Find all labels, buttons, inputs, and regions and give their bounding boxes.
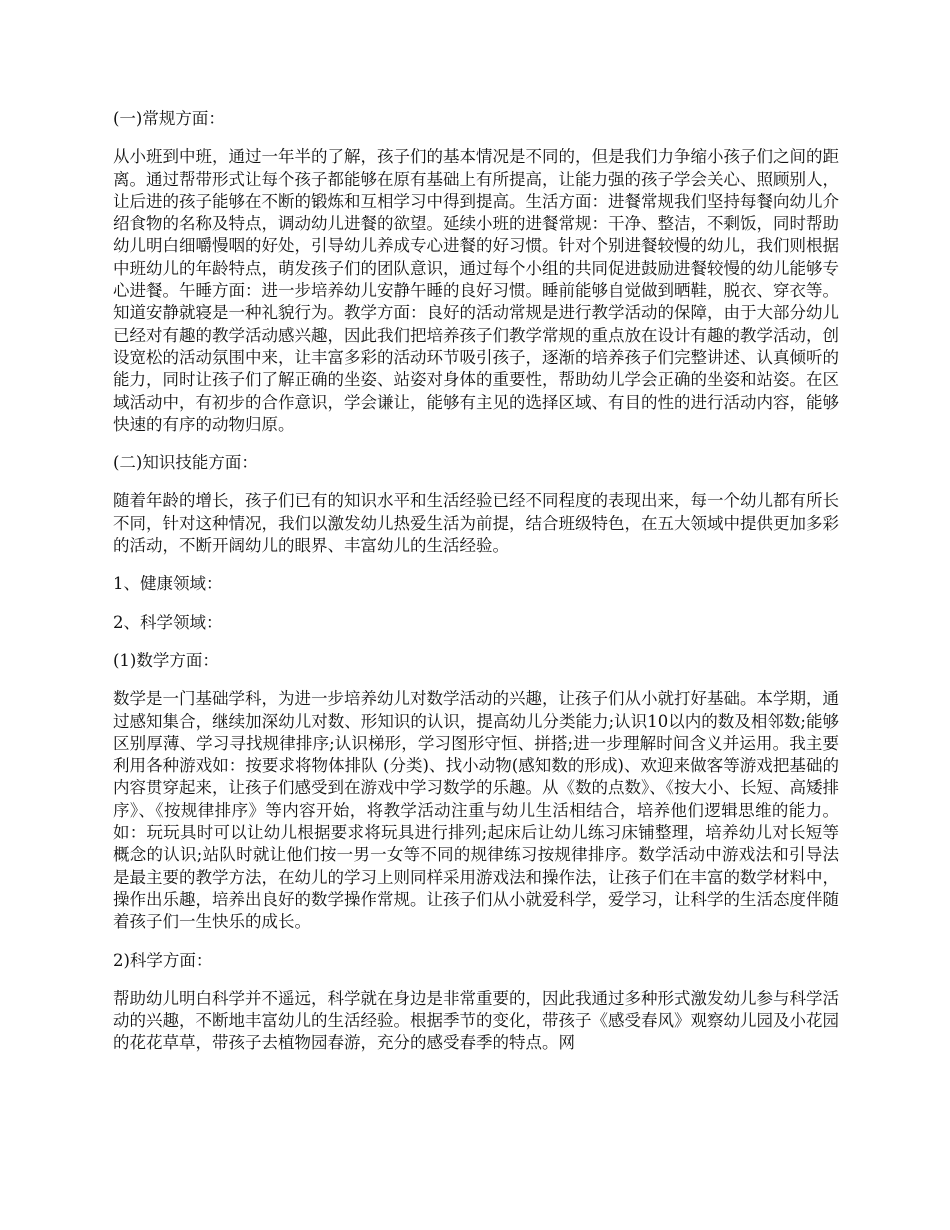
subheading-health-domain: 1、健康领域： bbox=[113, 574, 223, 594]
paragraph-knowledge-body: 随着年龄的增长，孩子们已有的知识水平和生活经验已经不同程度的表现出来，每一个幼儿都有所长不同，针对这种情况，我们以激发幼儿热爱生活为前提，结合班级特色，在五大领域中提供更加多彩的活动，不断开阔幼儿的眼界、丰富幼儿的生活经验。 bbox=[113, 491, 839, 556]
paragraph-science-body: 帮助幼儿明白科学并不遥远，科学就在身边是非常重要的，因此我通过多种形式激发幼儿参与科学活动的兴趣，不断地丰富幼儿的生活经验。根据季节的变化，带孩子《感受春风》观察幼儿园及小花园的花花草草，带孩子去植物园春游，充分的感受春季的特点。网 bbox=[113, 988, 839, 1053]
paragraph-math-body: 数学是一门基础学科，为进一步培养幼儿对数学活动的兴趣，让孩子们从小就打好基础。本学期，通过感知集合，继续加深幼儿对数、形知识的认识，提高幼儿分类能力;认识10以内的数及相邻数;能够区别厚薄、学习寻找规律排序;认识梯形，学习图形守恒、拼搭;进一步理解时间含义并运用。我主要利用各种游戏如：按要求将物体排队 (分类)、找小动物(感知数的形成)、欢迎来做客等游戏把基础的内容贯穿起来，让孩子们感受到在游戏中学习数学的乐趣。从《数的点数》、《按大小、长短、高矮排序》、《按规律排序》等内容开始，将教学活动注重与幼儿生活相结合，培养他们逻辑思维的能力。如：玩玩具时可以让幼儿根据要求将玩具进行排列;起床后让幼儿练习床铺整理，培养幼儿对长短等概念的认识;站队时就让他们按一男一女等不同的规律练习按规律排序。数学活动中游戏法和引导法是最主要的教学方法，在幼儿的学习上则同样采用游戏法和操作法，让孩子们在丰富的数学材料中，操作出乐趣，培养出良好的数学操作常规。让孩子们从小就爱科学，爱学习，让科学的生活态度伴随着孩子们一生快乐的成长。 bbox=[113, 689, 839, 932]
subheading-math: (1)数学方面： bbox=[113, 650, 219, 670]
document-page bbox=[113, 108, 839, 1071]
section-heading-routine: (一)常规方面： bbox=[113, 109, 225, 128]
subheading-science: 2)科学方面： bbox=[113, 950, 213, 970]
section-heading-knowledge-skills: (二)知识技能方面： bbox=[113, 453, 258, 473]
subheading-science-domain: 2、科学领域： bbox=[113, 612, 223, 632]
paragraph-routine-body: 从小班到中班，通过一年半的了解，孩子们的基本情况是不同的，但是我们力争缩小孩子们之间的距离。通过帮带形式让每个孩子都能够在原有基础上有所提高，让能力强的孩子学会关心、照顾别人，让后进的孩子能够在不断的锻炼和互相学习中得到提高。生活方面：进餐常规我们坚持每餐向幼儿介绍食物的名称及特点，调动幼儿进餐的欲望。延续小班的进餐常规：干净、整洁，不剩饭，同时帮助幼儿明白细嚼慢咽的好处，引导幼儿养成专心进餐的好习惯。针对个别进餐较慢的幼儿，我们则根据中班幼儿的年龄特点，萌发孩子们的团队意识，通过每个小组的共同促进鼓励进餐较慢的幼儿能够专心进餐。午睡方面：进一步培养幼儿安静午睡的良好习惯。睡前能够自觉做到晒鞋，脱衣、穿衣等。知道安静就寝是一种礼貌行为。教学方面：良好的活动常规是进行教学活动的保障，由于大部分幼儿已经对有趣的教学活动感兴趣，因此我们把培养孩子们教学常规的重点放在设计有趣的教学活动，创设宽松的活动氛围中来，让丰富多彩的活动环节吸引孩子，逐渐的培养孩子们完整讲述、认真倾听的能力，同时让孩子们了解正确的坐姿、站姿对身体的重要性，帮助幼儿学会正确的坐姿和站姿。在区域活动中，有初步的合作意识，学会谦让，能够有主见的选择区域、有目的性的进行活动内容，能够快速的有序的动物归原。 bbox=[113, 147, 839, 434]
